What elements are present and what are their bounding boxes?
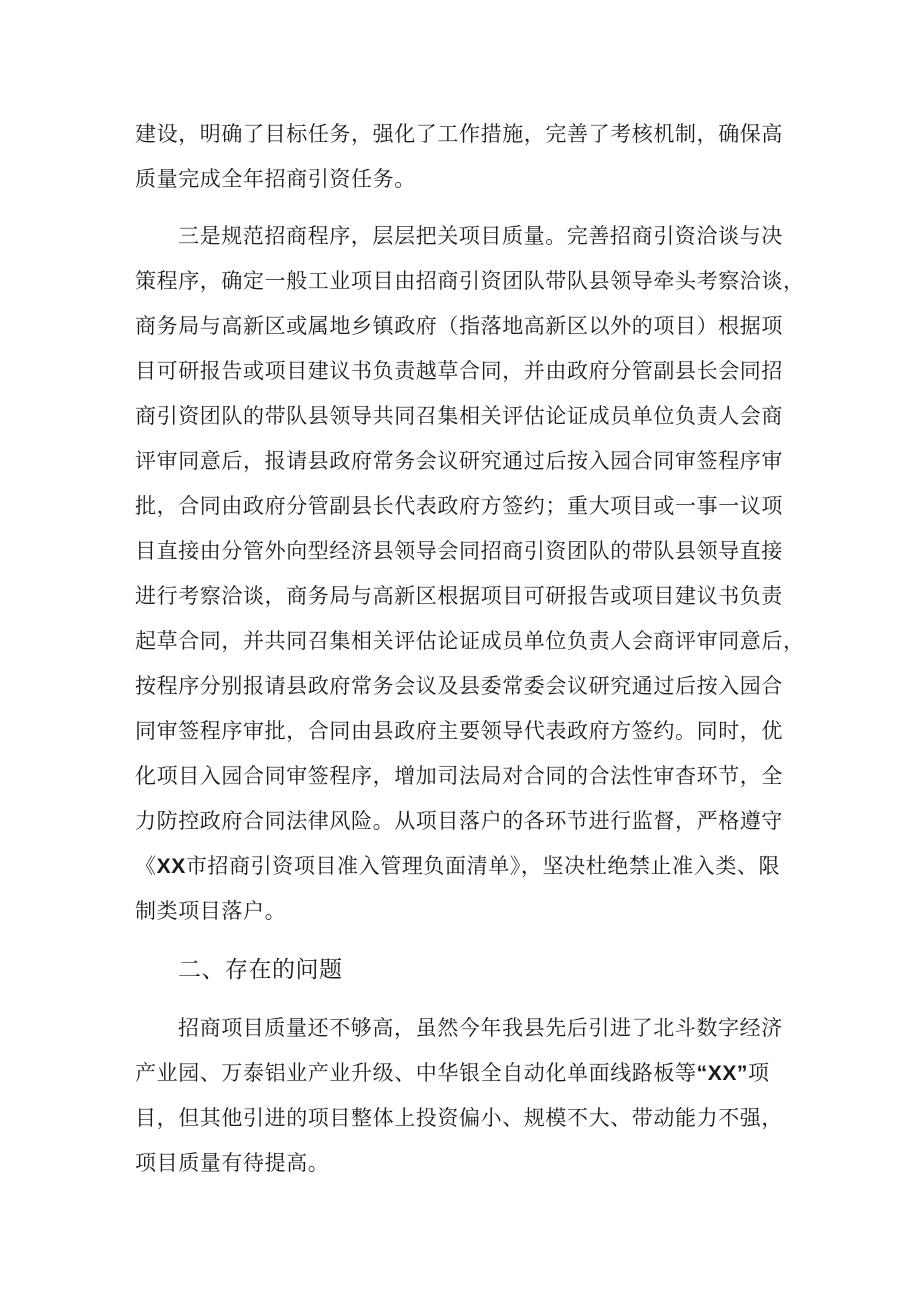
paragraph-3-line-2 <box>135 1058 785 1089</box>
paragraph-2-line-5: 商引资团队的带队县领导共同召集相关评估论证成员单位负责人会商 <box>135 404 783 428</box>
paragraph-3-line-4: 项目质量有待提高。 <box>135 1151 330 1175</box>
paragraph-2-line-9: 进行考察洽谈，商务局与高新区根据项目可研报告或项目建议书负责 <box>135 584 783 608</box>
paragraph-2-line-1: 三是规范招商程序，层层把关项目质量。完善招商引资洽谈与决 <box>178 224 783 248</box>
xx-quoted-placeholder: “XX” <box>696 1062 749 1085</box>
paragraph-2-line-11: 按程序分别报请县政府常务会议及县委常委会议研究通过后按入园合 <box>135 674 783 698</box>
line-15-text: 市招商引资项目准入管理负面清单》，坚决杜绝禁止准入类、限 <box>185 854 781 878</box>
section-heading: 二、存在的问题 <box>178 957 343 983</box>
line-2-text: 产业园、万泰铝业产业升级、中华银全自动化单面线路板等 <box>135 1061 697 1085</box>
paragraph-2-line-13: 化项目入园合同审签程序，增加司法局对合同的合法性审杳环节，全 <box>135 764 783 788</box>
paragraph-2-line-4: 目可研报告或项目建议书负责越草合同，并由政府分管副县长会同招 <box>135 359 783 383</box>
paragraph-2-line-15 <box>135 851 785 882</box>
paragraph-3-line-3: 目，但其他引进的项目整体上投资偏小、规模不大、带动能力不强， <box>135 1106 783 1130</box>
xx-placeholder: XX <box>156 855 186 878</box>
paragraph-2-line-14: 力防控政府合同法律风险。从项目落户的各环节进行监督，严格遵守 <box>135 809 783 833</box>
line-15-prefix: 《 <box>135 854 157 878</box>
paragraph-2-line-16: 制类项目落户。 <box>135 899 287 923</box>
paragraph-1-line-1: 建设，明确了目标任务，强化了工作措施，完善了考核机制，确保高 <box>135 122 783 146</box>
paragraph-2-line-2: 策程序，确定一般工业项目由招商引资团队带队县领导牵头考察洽谈， <box>135 269 805 293</box>
paragraph-2-line-7: 批，合同由政府分管副县长代表政府方签约；重大项目或一事一议项 <box>135 494 783 518</box>
paragraph-1-line-2: 质量完成全年招商引资任务。 <box>135 167 416 191</box>
paragraph-2-line-10: 起草合同，并共同召集相关评估论证成员单位负责人会商评审同意后， <box>135 629 805 653</box>
paragraph-2-line-3: 商务局与高新区或属地乡镇政府（指落地高新区以外的项目）根据项 <box>135 314 783 338</box>
paragraph-2-line-8: 目直接由分管外向型经济县领导会同招商引资团队的带队县领导直接 <box>135 539 783 563</box>
line-2-suffix: 项 <box>748 1061 770 1085</box>
paragraph-2-line-6: 评审同意后，报请县政府常务会议研究通过后按入园合同审签程序审 <box>135 449 783 473</box>
paragraph-2-line-12: 同审签程序审批，合同由县政府主要领导代表政府方签约。同时，优 <box>135 719 783 743</box>
paragraph-3-line-1: 招商项目质量还不够高，虽然今年我县先后引进了北斗数字经济 <box>178 1016 783 1040</box>
